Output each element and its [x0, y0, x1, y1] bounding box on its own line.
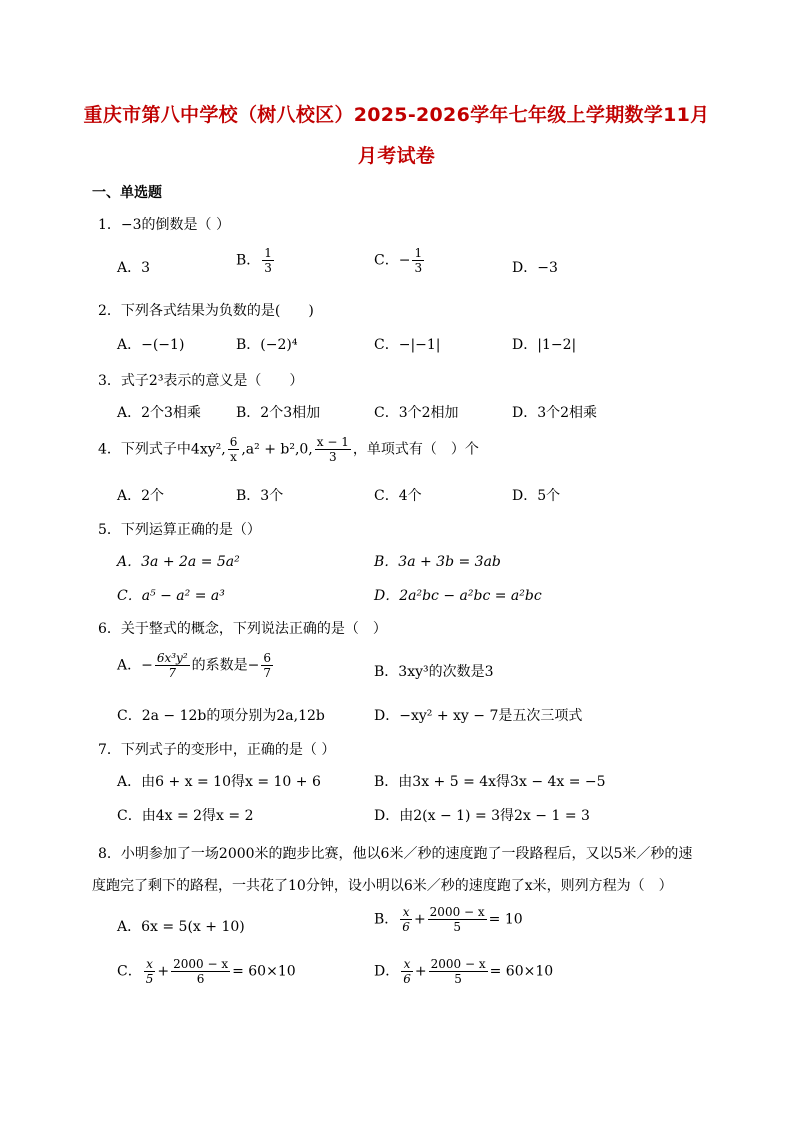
q8-option-d [374, 958, 553, 985]
fraction-numerator: 1 [264, 246, 272, 260]
question-3-stem: 3．式子2³表示的意义是（ ） [98, 373, 304, 389]
fraction-numerator: 6x³y² [156, 651, 188, 665]
q5-option-a: A．3a + 2a = 5a² [117, 554, 240, 570]
q8-option-c-fraction-2 [171, 958, 230, 985]
q2-option-a: A．−(−1) [117, 337, 185, 353]
fraction-numerator: 2000 − x [430, 957, 486, 971]
q8-option-b [374, 906, 523, 933]
fraction-denominator: 3 [264, 261, 272, 275]
q1-option-c-prefix: C．− [374, 252, 411, 269]
fraction-denominator: 3 [414, 261, 423, 275]
q4-fraction-1 [228, 436, 240, 463]
q4-option-c: C．4个 [374, 488, 422, 504]
q6-option-a-prefix: A．− [117, 657, 153, 674]
q7-option-d: D．由2(x − 1) = 3得2x − 1 = 3 [374, 808, 590, 824]
q1-option-d: D．−3 [512, 260, 558, 276]
question-4-stem [98, 436, 479, 463]
q4-stem-suffix: ，单项式有（ ）个 [352, 441, 479, 458]
fraction-numerator: 6 [263, 651, 272, 665]
fraction-denominator: 6 [402, 920, 410, 934]
fraction-numerator: x [144, 958, 156, 972]
q8-option-c-fraction-1 [144, 958, 156, 985]
q4-option-d: D．5个 [512, 488, 561, 504]
q1-option-a: A．3 [117, 260, 151, 276]
question-5-stem: 5．下列运算正确的是（） [98, 522, 261, 538]
question-7-stem: 7．下列式子的变形中，正确的是（ ） [98, 742, 336, 758]
fraction-denominator: 6 [403, 972, 411, 986]
fraction-denominator: 7 [263, 666, 272, 680]
q4-fraction-2 [315, 436, 351, 463]
q3-option-d: D．3个2相乘 [512, 405, 598, 421]
q8-option-c-rhs: = 60×10 [232, 963, 296, 980]
q1-option-b [236, 247, 276, 274]
q1-option-b-prefix: B． [236, 252, 261, 269]
question-1-stem: 1．−3的倒数是（ ） [98, 217, 230, 233]
q8-option-a: A．6x = 5(x + 10) [117, 919, 245, 935]
plus-sign: + [414, 963, 427, 980]
q6-option-a-mid: 的系数是− [191, 657, 260, 674]
fraction-numerator: 6 [229, 435, 238, 449]
fraction-denominator: 3 [328, 450, 337, 464]
q3-option-b: B．2个3相加 [236, 405, 321, 421]
q2-option-c: C．−|−1| [374, 337, 441, 353]
fraction-numerator: x − 1 [316, 435, 349, 449]
fraction-numerator: 2000 − x [173, 957, 229, 971]
q8-option-c-prefix: C． [117, 963, 142, 980]
q1-option-c-fraction [412, 247, 424, 274]
q6-option-a-fraction-2 [261, 652, 273, 679]
q8-option-b-fraction-2 [428, 906, 487, 933]
q8-option-d-prefix: D． [374, 963, 400, 980]
q6-option-b: B．3xy³的次数是3 [374, 664, 494, 680]
q7-option-a: A．由6 + x = 10得x = 10 + 6 [117, 774, 321, 790]
fraction-numerator: 2000 − x [429, 905, 485, 919]
q8-option-b-prefix: B． [374, 911, 399, 928]
q4-stem-mid: ,a² + b²,0, [241, 441, 313, 458]
fraction-denominator: x [230, 450, 237, 464]
q3-option-c: C．3个2相加 [374, 405, 459, 421]
q5-option-c: C．a⁵ − a² = a³ [117, 588, 225, 604]
section-heading: 一、单选题 [92, 185, 162, 201]
q2-option-d: D．|1−2| [512, 337, 577, 353]
fraction-denominator: 6 [196, 972, 205, 986]
fraction-denominator: 5 [454, 972, 462, 986]
q8-option-d-fraction-2 [429, 958, 488, 985]
q4-option-b: B．3个 [236, 488, 284, 504]
question-6-stem: 6．关于整式的概念，下列说法正确的是（ ） [98, 621, 387, 637]
fraction-numerator: x [401, 958, 413, 972]
q8-option-d-rhs: = 60×10 [489, 963, 554, 980]
q2-option-b: B．(−2)⁴ [236, 337, 298, 353]
page-title-line1: 重庆市第八中学校（树八校区）2025-2026学年七年级上学期数学11月 [83, 104, 710, 126]
question-8-stem-line1: 8．小明参加了一场2000米的跑步比赛，他以6米／秒的速度跑了一段路程后，又以5米／秒的速 [98, 846, 693, 862]
plus-sign: + [157, 963, 170, 980]
q5-option-d: D．2a²bc − a²bc = a²bc [374, 588, 542, 604]
q4-option-a: A．2个 [117, 488, 165, 504]
q4-stem-prefix: 4．下列式子中4xy², [98, 441, 226, 458]
page-title-line2: 月考试卷 [357, 145, 436, 167]
q1-option-c [374, 247, 426, 274]
q8-option-c [117, 958, 296, 985]
fraction-numerator: 1 [414, 246, 423, 260]
question-8-stem-line2: 度跑完了剩下的路程，一共花了10分钟，设小明以6米／秒的速度跑了x米，则列方程为（ ） [92, 878, 673, 894]
q7-option-b: B．由3x + 5 = 4x得3x − 4x = −5 [374, 774, 606, 790]
fraction-denominator: 5 [145, 972, 154, 986]
fraction-denominator: 5 [453, 920, 461, 934]
q8-option-b-fraction-1 [400, 906, 412, 933]
q8-option-d-fraction-1 [401, 958, 413, 985]
q7-option-c: C．由4x = 2得x = 2 [117, 808, 254, 824]
q8-option-b-rhs: = 10 [488, 911, 523, 928]
fraction-denominator: 7 [168, 666, 177, 680]
q5-option-b: B．3a + 3b = 3ab [374, 554, 501, 570]
q6-option-a [117, 652, 275, 679]
q1-option-b-fraction [262, 247, 274, 274]
q3-option-a: A．2个3相乘 [117, 405, 201, 421]
q6-option-a-fraction [155, 652, 190, 679]
q6-option-c: C．2a − 12b的项分别为2a,12b [117, 708, 325, 724]
question-2-stem: 2．下列各式结果为负数的是( ) [98, 303, 314, 319]
plus-sign: + [413, 911, 426, 928]
q6-option-d: D．−xy² + xy − 7是五次三项式 [374, 708, 583, 724]
fraction-numerator: x [400, 906, 412, 920]
